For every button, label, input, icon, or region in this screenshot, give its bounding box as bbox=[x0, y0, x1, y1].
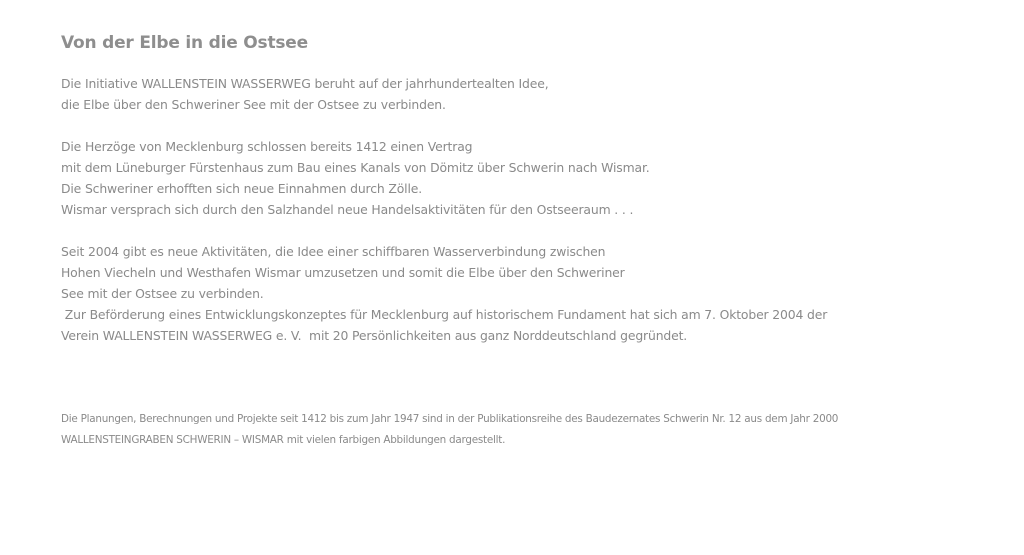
page-title: Von der Elbe in die Ostsee bbox=[61, 33, 308, 53]
text-line: See mit der Ostsee zu verbinden. bbox=[61, 286, 264, 301]
text-line: Die Herzöge von Mecklenburg schlossen bereits 1412 einen Vertrag bbox=[61, 139, 473, 154]
text-line: Die Initiative WALLENSTEIN WASSERWEG beruht auf der jahrhundertealten Idee, bbox=[61, 76, 549, 91]
text-line: Die Schweriner erhofften sich neue Einnahmen durch Zölle. bbox=[61, 181, 423, 196]
text-line: mit dem Lüneburger Fürstenhaus zum Bau eines Kanals von Dömitz über Schwerin nach Wismar. bbox=[61, 160, 650, 175]
intro-paragraph bbox=[61, 73, 961, 115]
text-line: Seit 2004 gibt es neue Aktivitäten, die Idee einer schiffbaren Wasserverbindung zwischen bbox=[61, 244, 606, 259]
text-line: Hohen Viecheln und Westhafen Wismar umzusetzen und somit die Elbe über den Schweriner bbox=[61, 265, 625, 280]
article bbox=[61, 30, 961, 461]
text-line: Zur Beförderung eines Entwicklungskonzeptes für Mecklenburg auf historischem Fundament hat sich am 7. Oktober 2004 der bbox=[61, 307, 828, 322]
text-line: Wismar versprach sich durch den Salzhandel neue Handelsaktivitäten für den Ostseeraum . . . bbox=[61, 202, 634, 217]
footnote-line: WALLENSTEINGRABEN SCHWERIN – WISMAR mit vielen farbigen Abbildungen dargestellt. bbox=[61, 434, 506, 446]
text-line: Verein WALLENSTEIN WASSERWEG e. V. mit 20 Persönlichkeiten aus ganz Norddeutschland gegründet. bbox=[61, 328, 688, 343]
activities-paragraph bbox=[61, 241, 961, 346]
footnote-line: Die Planungen, Berechnungen und Projekte seit 1412 bis zum Jahr 1947 sind in der Publikationsreihe des Baudezernates Schwerin Nr. 12 aus dem Jahr 2000 bbox=[61, 413, 839, 425]
history-paragraph bbox=[61, 136, 961, 220]
text-line: die Elbe über den Schweriner See mit der Ostsee zu verbinden. bbox=[61, 97, 446, 112]
publication-footnote bbox=[61, 409, 961, 451]
